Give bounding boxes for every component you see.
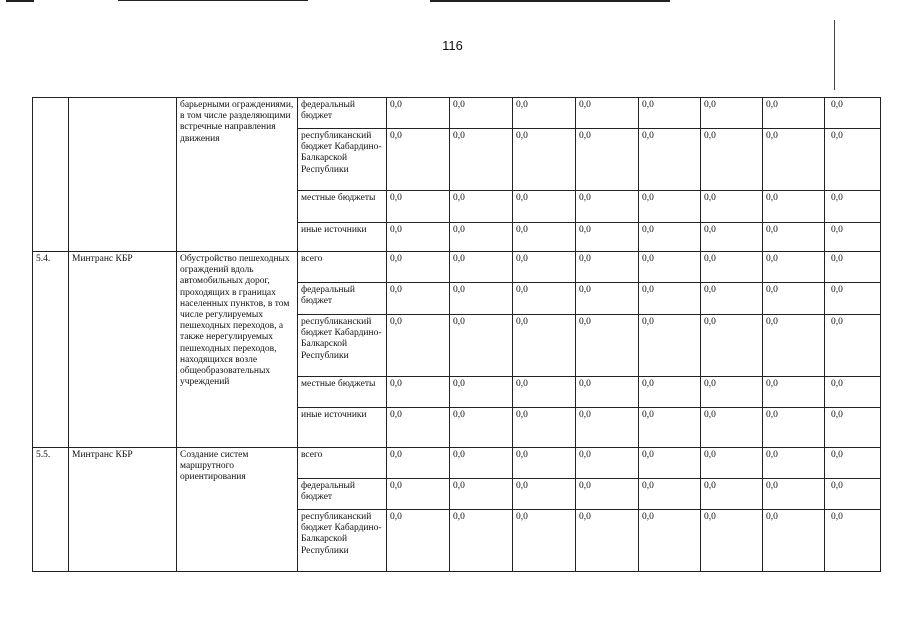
funding-source-cell: республиканский бюджет Кабардино-Балкарской Республики [298, 510, 387, 572]
value-cell: 0,0 [639, 129, 701, 191]
item-number-cell: 5.5. [33, 448, 69, 572]
value-cell: 0,0 [763, 377, 825, 408]
scan-artifact-mark [834, 20, 835, 90]
value-cell: 0,0 [387, 408, 450, 448]
value-cell: 0,0 [639, 252, 701, 283]
value-cell: 0,0 [763, 408, 825, 448]
value-cell: 0,0 [825, 98, 881, 129]
value-cell: 0,0 [513, 315, 576, 377]
value-cell: 0,0 [576, 98, 639, 129]
value-cell: 0,0 [576, 315, 639, 377]
value-cell: 0,0 [576, 252, 639, 283]
funding-source-cell: федеральный бюджет [298, 479, 387, 510]
value-cell: 0,0 [387, 223, 450, 252]
value-cell: 0,0 [825, 510, 881, 572]
value-cell: 0,0 [763, 191, 825, 223]
value-cell: 0,0 [763, 315, 825, 377]
value-cell: 0,0 [701, 129, 763, 191]
value-cell: 0,0 [763, 223, 825, 252]
value-cell: 0,0 [701, 223, 763, 252]
value-cell: 0,0 [763, 129, 825, 191]
value-cell: 0,0 [701, 377, 763, 408]
budget-table [32, 97, 881, 572]
value-cell: 0,0 [763, 252, 825, 283]
value-cell: 0,0 [825, 377, 881, 408]
value-cell: 0,0 [701, 315, 763, 377]
value-cell: 0,0 [639, 283, 701, 315]
value-cell: 0,0 [576, 129, 639, 191]
value-cell: 0,0 [701, 283, 763, 315]
value-cell: 0,0 [450, 448, 513, 479]
item-number-cell: 5.4. [33, 252, 69, 448]
value-cell: 0,0 [639, 479, 701, 510]
value-cell: 0,0 [763, 479, 825, 510]
funding-source-cell: иные источники [298, 223, 387, 252]
page-number: 116 [442, 38, 463, 53]
value-cell: 0,0 [639, 448, 701, 479]
value-cell: 0,0 [639, 377, 701, 408]
value-cell: 0,0 [387, 252, 450, 283]
value-cell: 0,0 [387, 129, 450, 191]
value-cell: 0,0 [387, 98, 450, 129]
value-cell: 0,0 [450, 510, 513, 572]
table-row [33, 448, 881, 479]
executor-cell [69, 98, 177, 252]
value-cell: 0,0 [513, 408, 576, 448]
funding-source-cell: республиканский бюджет Кабардино-Балкарской Республики [298, 315, 387, 377]
funding-source-cell: всего [298, 252, 387, 283]
value-cell: 0,0 [387, 191, 450, 223]
value-cell: 0,0 [825, 283, 881, 315]
value-cell: 0,0 [513, 283, 576, 315]
value-cell: 0,0 [513, 448, 576, 479]
funding-source-cell: федеральный бюджет [298, 98, 387, 129]
value-cell: 0,0 [639, 98, 701, 129]
scan-artifact-line [118, 0, 308, 1]
scan-artifact-line [430, 0, 670, 2]
value-cell: 0,0 [825, 408, 881, 448]
value-cell: 0,0 [763, 510, 825, 572]
funding-source-cell: иные источники [298, 408, 387, 448]
value-cell: 0,0 [387, 448, 450, 479]
funding-source-cell: федеральный бюджет [298, 283, 387, 315]
value-cell: 0,0 [576, 223, 639, 252]
value-cell: 0,0 [450, 191, 513, 223]
value-cell: 0,0 [450, 129, 513, 191]
value-cell: 0,0 [513, 98, 576, 129]
measure-name-cell: Обустройство пешеходных ограждений вдоль автомобильных дорог, проходящих в границах населенных пунктов, в том числе регулируемых пешеходных переходов, а также нерегулируемых пешеходных переходов, находящихся возле общеобразовательных учреждений [177, 252, 298, 448]
funding-source-cell: республиканский бюджет Кабардино-Балкарской Республики [298, 129, 387, 191]
measure-name-cell: барьерными ограждениями, в том числе разделяющими встречные направления движения [177, 98, 298, 252]
value-cell: 0,0 [513, 510, 576, 572]
value-cell: 0,0 [576, 377, 639, 408]
value-cell: 0,0 [450, 479, 513, 510]
value-cell: 0,0 [701, 98, 763, 129]
value-cell: 0,0 [387, 377, 450, 408]
value-cell: 0,0 [513, 252, 576, 283]
executor-cell: Минтранс КБР [69, 252, 177, 448]
value-cell: 0,0 [701, 252, 763, 283]
value-cell: 0,0 [701, 448, 763, 479]
value-cell: 0,0 [450, 377, 513, 408]
value-cell: 0,0 [825, 315, 881, 377]
scan-artifact-line [6, 0, 34, 2]
value-cell: 0,0 [701, 510, 763, 572]
value-cell: 0,0 [763, 283, 825, 315]
value-cell: 0,0 [387, 315, 450, 377]
funding-source-cell: местные бюджеты [298, 377, 387, 408]
value-cell: 0,0 [639, 191, 701, 223]
value-cell: 0,0 [387, 283, 450, 315]
funding-source-cell: местные бюджеты [298, 191, 387, 223]
value-cell: 0,0 [513, 377, 576, 408]
value-cell: 0,0 [576, 479, 639, 510]
value-cell: 0,0 [639, 315, 701, 377]
value-cell: 0,0 [825, 129, 881, 191]
value-cell: 0,0 [576, 448, 639, 479]
value-cell: 0,0 [513, 479, 576, 510]
executor-cell: Минтранс КБР [69, 448, 177, 572]
value-cell: 0,0 [513, 223, 576, 252]
value-cell: 0,0 [450, 408, 513, 448]
value-cell: 0,0 [825, 191, 881, 223]
value-cell: 0,0 [763, 448, 825, 479]
value-cell: 0,0 [825, 252, 881, 283]
measure-name-cell: Создание систем маршрутного ориентирования [177, 448, 298, 572]
funding-source-cell: всего [298, 448, 387, 479]
value-cell: 0,0 [639, 223, 701, 252]
value-cell: 0,0 [701, 191, 763, 223]
value-cell: 0,0 [639, 510, 701, 572]
value-cell: 0,0 [450, 223, 513, 252]
value-cell: 0,0 [387, 479, 450, 510]
value-cell: 0,0 [450, 252, 513, 283]
value-cell: 0,0 [576, 283, 639, 315]
value-cell: 0,0 [513, 129, 576, 191]
value-cell: 0,0 [450, 283, 513, 315]
value-cell: 0,0 [576, 510, 639, 572]
value-cell: 0,0 [825, 479, 881, 510]
value-cell: 0,0 [763, 98, 825, 129]
value-cell: 0,0 [513, 191, 576, 223]
value-cell: 0,0 [576, 191, 639, 223]
value-cell: 0,0 [825, 223, 881, 252]
table-row [33, 98, 881, 129]
value-cell: 0,0 [701, 479, 763, 510]
value-cell: 0,0 [701, 408, 763, 448]
value-cell: 0,0 [639, 408, 701, 448]
value-cell: 0,0 [450, 315, 513, 377]
value-cell: 0,0 [450, 98, 513, 129]
value-cell: 0,0 [387, 510, 450, 572]
table-row [33, 252, 881, 283]
item-number-cell [33, 98, 69, 252]
value-cell: 0,0 [576, 408, 639, 448]
value-cell: 0,0 [825, 448, 881, 479]
